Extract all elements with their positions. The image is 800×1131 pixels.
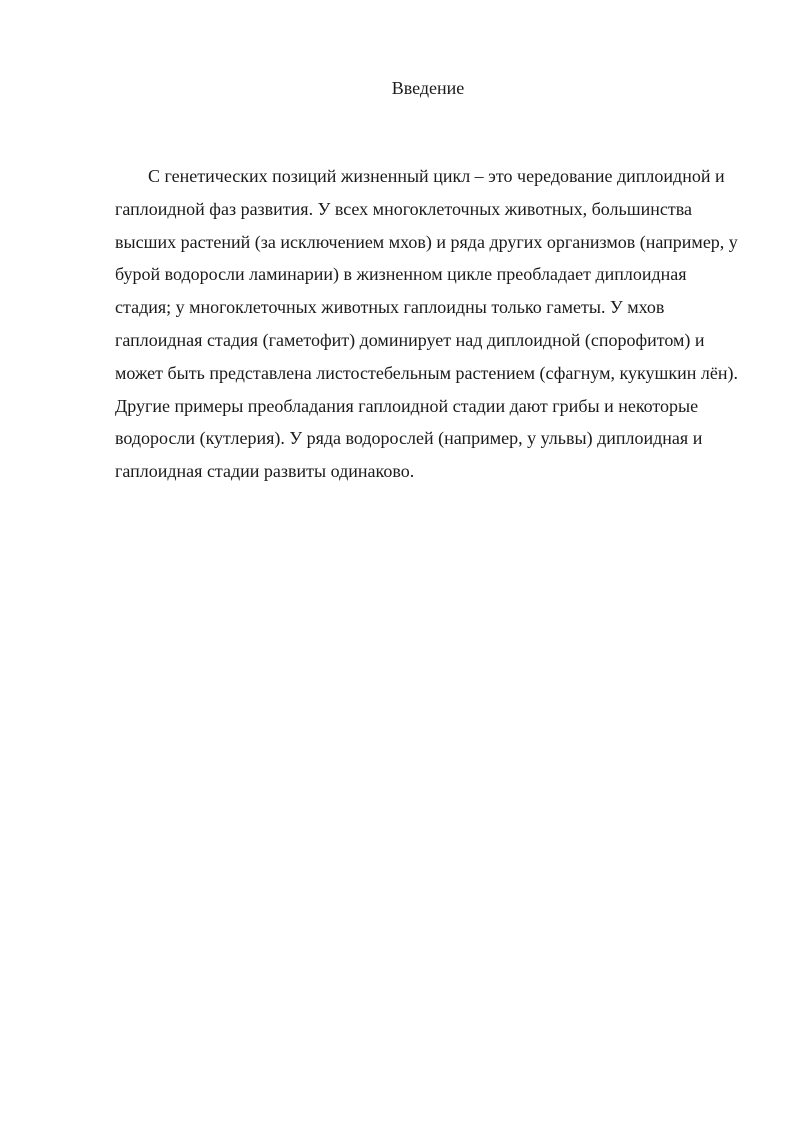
page-title: Введение xyxy=(391,78,465,98)
body-paragraph: С генетических позиций жизненный цикл – это чередование диплоидной и гаплоидной фаз развития. У всех многоклеточных животных, большинства высших растений (за исключением мхов) и ряда других организмов (например, у бурой водоросли ламинарии) в жизненном цикле преобладает диплоидная стадия; у многоклеточных животных гаплоидны только гаметы. У мхов гаплоидная стадия (гаметофит) доминирует над диплоидной (спорофитом) и может быть представлена листостебельным растением (сфагнум, кукушкин лён). Другие примеры преобладания гаплоидной стадии дают грибы и некоторые водоросли (кутлерия). У ряда водорослей (например, у ульвы) диплоидная и гаплоидная стадии развиты одинаково. xyxy=(115,166,738,482)
